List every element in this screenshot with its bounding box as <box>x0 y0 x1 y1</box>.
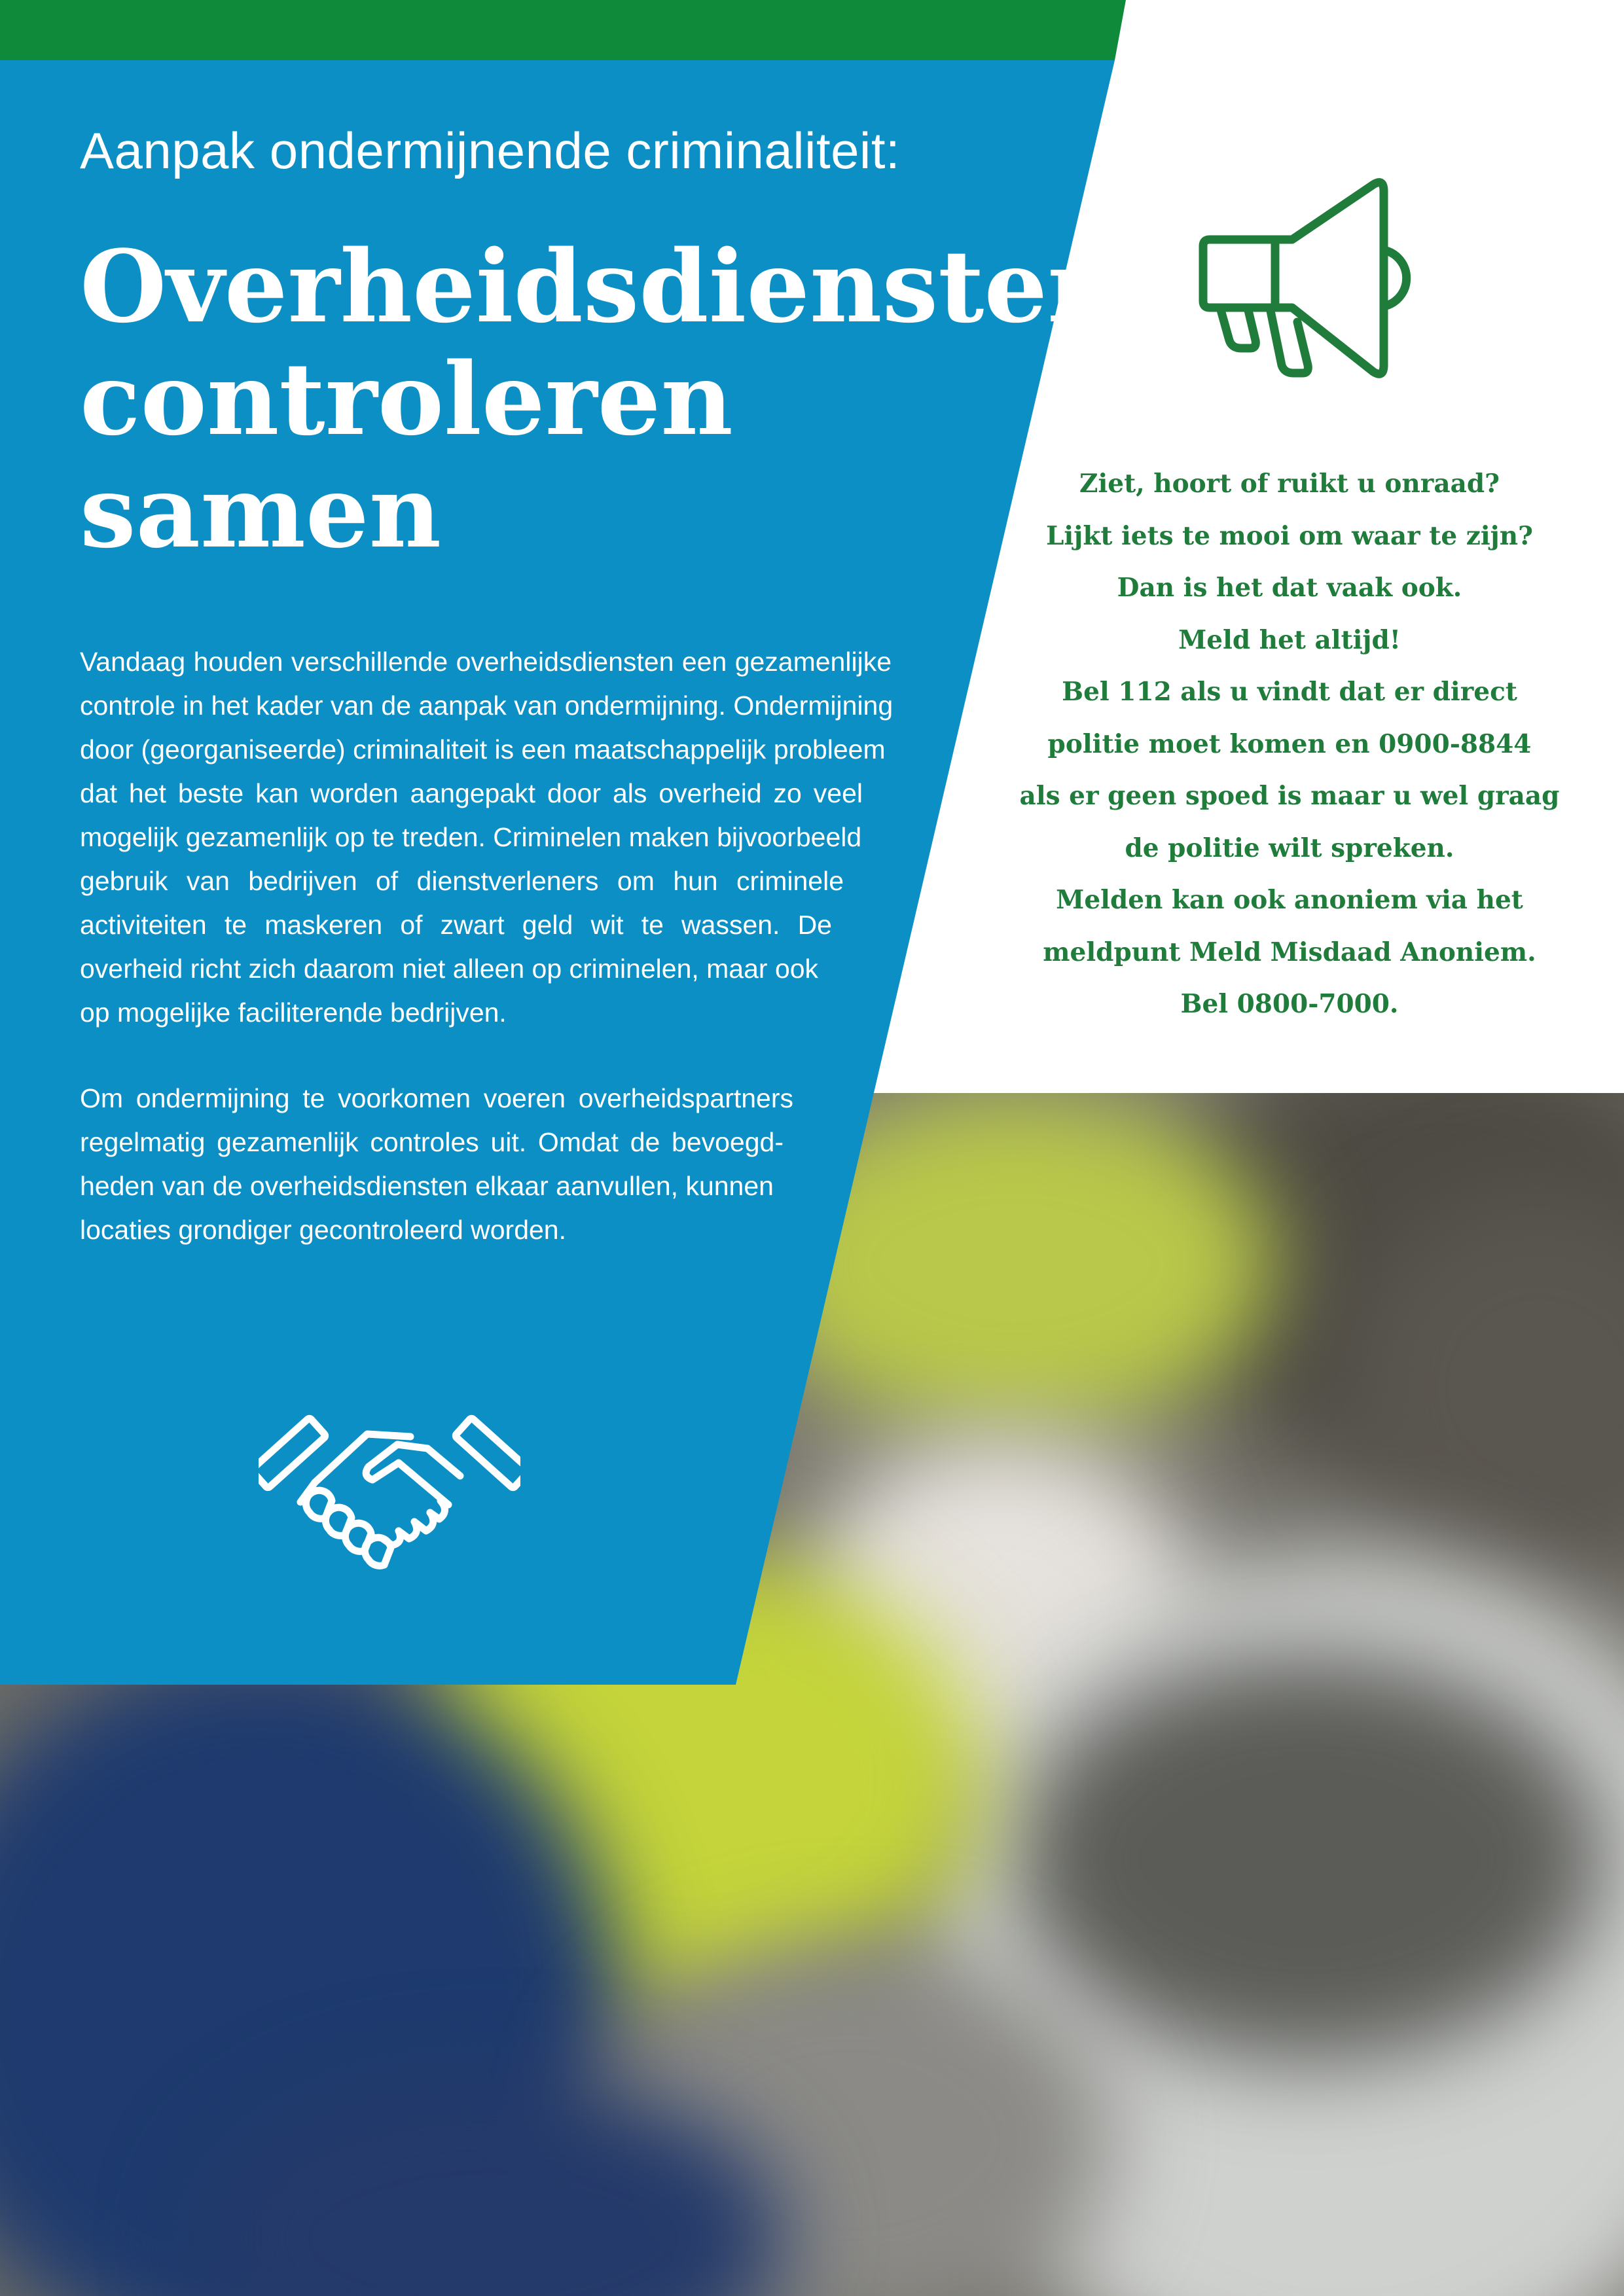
notice-line: de politie wilt spreken. <box>1125 833 1454 863</box>
notice-line: Ziet, hoort of ruikt u onraad? <box>1079 469 1500 499</box>
notice-line: Dan is het dat vaak ook. <box>1117 573 1462 603</box>
text-line: dat het beste kan worden aangepakt door als overheid zo veel <box>80 778 863 808</box>
notice-line: meldpunt Meld Misdaad Anoniem. <box>1043 937 1536 967</box>
text-line: Om ondermijning te voorkomen voeren overheidspartners <box>80 1083 793 1113</box>
body-paragraph-2 <box>80 1077 892 1252</box>
report-notice <box>1011 458 1568 1031</box>
text-line: Vandaag houden verschillende overheidsdiensten een gezamenlijke <box>80 647 892 677</box>
text-line: regelmatig gezamenlijk controles uit. Omdat de bevoegd- <box>80 1127 784 1157</box>
text-line: op mogelijke faciliterende bedrijven. <box>80 997 507 1028</box>
notice-line: Meld het altijd! <box>1178 624 1401 655</box>
text-line: gebruik van bedrijven of dienstverleners om hun criminele <box>80 866 844 896</box>
text-line: door (georganiseerde) criminaliteit is een maatschappelijk probleem <box>80 734 886 764</box>
title-line: samen <box>80 453 442 570</box>
title-line: controleren <box>80 340 733 457</box>
text-line: heden van de overheidsdiensten elkaar aanvullen, kunnen <box>80 1171 774 1201</box>
top-green-bar <box>0 0 1126 60</box>
notice-line: Bel 0800-7000. <box>1180 989 1399 1019</box>
handshake-icon <box>259 1404 520 1594</box>
notice-line: Bel 112 als u vindt dat er direct <box>1062 677 1517 707</box>
text-line: overheid richt zich daarom niet alleen op criminelen, maar ook <box>80 954 819 984</box>
body-paragraph-1 <box>80 640 892 1035</box>
notice-line: als er geen spoed is maar u wel graag <box>1019 781 1560 811</box>
text-line: activiteiten te maskeren of zwart geld wit te wassen. De <box>80 910 832 940</box>
title-line: Overheidsdiensten <box>80 228 1120 345</box>
intro-heading: Aanpak ondermijnende criminaliteit: <box>80 122 901 179</box>
notice-line: Lijkt iets te mooi om waar te zijn? <box>1045 520 1533 551</box>
megaphone-icon <box>1191 171 1427 394</box>
notice-line: Melden kan ook anoniem via het <box>1056 885 1523 915</box>
page-title <box>80 230 1120 568</box>
notice-line: politie moet komen en 0900-8844 <box>1047 728 1532 759</box>
text-line: controle in het kader van de aanpak van ondermijning. Ondermijning <box>80 691 893 721</box>
text-line: mogelijk gezamenlijk op te treden. Criminelen maken bijvoorbeeld <box>80 822 862 852</box>
text-line: locaties grondiger gecontroleerd worden. <box>80 1215 567 1245</box>
